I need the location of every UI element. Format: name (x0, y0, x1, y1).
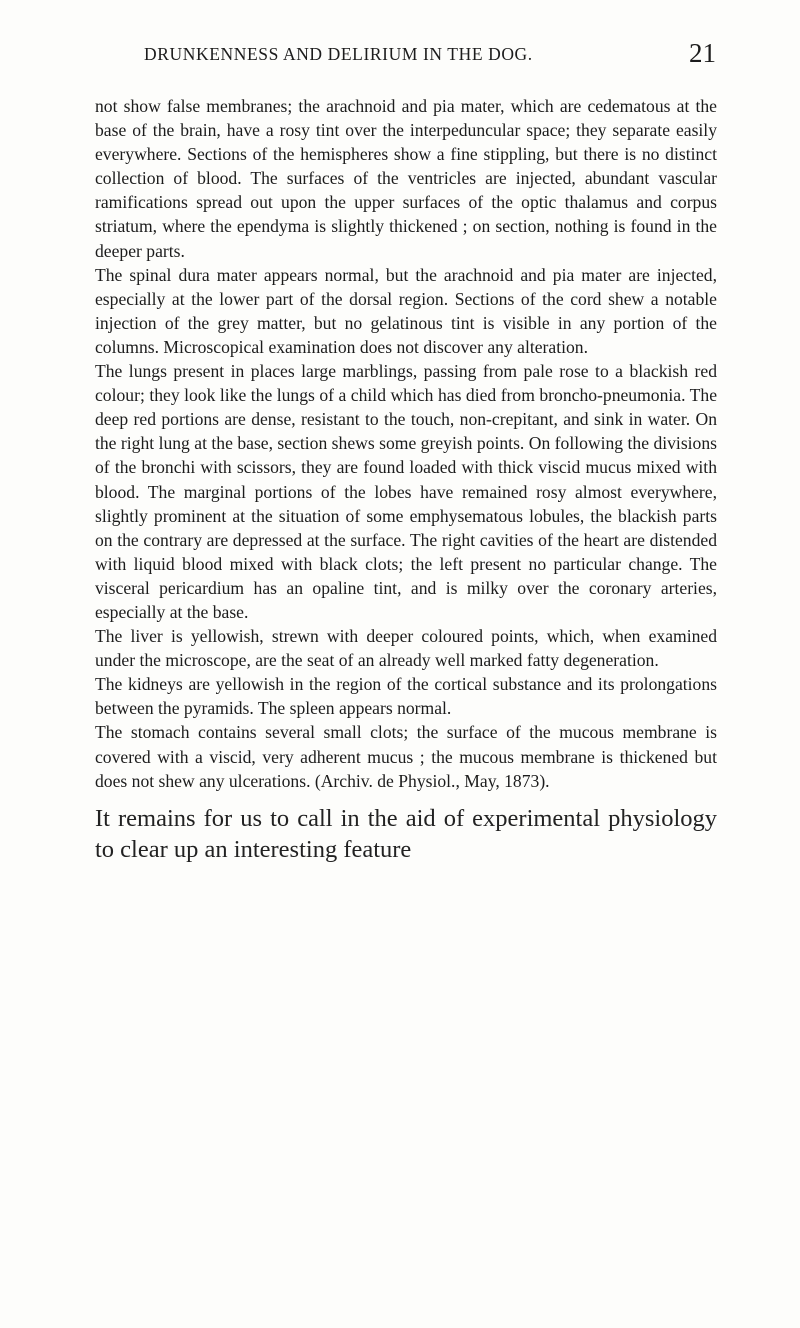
body-text (95, 94, 717, 865)
paragraph-kidneys-spleen: The kidneys are yellowish in the region of the cortical substance and its prolongations between the pyramids. The spleen appears normal. (95, 674, 717, 719)
page-number: 21 (689, 38, 716, 68)
paragraph-brain: not show false membranes; the arachnoid and pia mater, which are cedematous at the base of the brain, have a rosy tint over the interpeduncular space; they separate easily everywhere. Sections of the hemispheres show a fine stippling, but there is no distinct collection of blood. The surfaces of the ventricles are injected, abundant vascular ramifications spread out upon the upper surfaces of the optic thalamus and corpus striatum, where the ependyma is slightly thickened ; on section, nothing is found in the deeper parts. (95, 96, 717, 261)
running-head (96, 38, 716, 72)
paragraph-liver: The liver is yellowish, strewn with deeper coloured points, which, when examined under the microscope, are the seat of an already well marked fatty degeneration. (95, 626, 717, 671)
paragraph-lungs-heart: The lungs present in places large marblings, passing from pale rose to a blackish red colour; they look like the lungs of a child which has died from broncho-pneumonia. The deep red portions are dense, resistant to the touch, non-crepitant, and sink in water. On the right lung at the base, section shews some greyish points. On following the divisions of the bronchi with scissors, they are found loaded with thick viscid mucus mixed with blood. The marginal portions of the lobes have remained rosy almost everywhere, slightly prominent at the situation of some emphysematous lobules, the blackish parts on the contrary are depressed at the surface. The right cavities of the heart are distended with liquid blood mixed with black clots; the left present no particular change. The visceral pericardium has an opaline tint, and is milky over the coronary arteries, especially at the base. (95, 361, 717, 622)
closing-paragraph: It remains for us to call in the aid of experimental physiology to clear up an interesting feature (95, 804, 717, 863)
paragraph-spinal-cord: The spinal dura mater appears normal, but the arachnoid and pia mater are injected, especially at the lower part of the dorsal region. Sections of the cord shew a notable injection of the grey matter, but no gelatinous tint is visible in any portion of the columns. Microscopical examination does not discover any alteration. (95, 264, 717, 357)
paragraph-stomach: The stomach contains several small clots; the surface of the mucous membrane is covered with a viscid, very adherent mucus ; the mucous membrane is thickened but does not shew any ulcerations. (Archiv. de Physiol., May, 1873). (95, 722, 717, 791)
running-title: DRUNKENNESS AND DELIRIUM IN THE DOG. (144, 44, 533, 64)
